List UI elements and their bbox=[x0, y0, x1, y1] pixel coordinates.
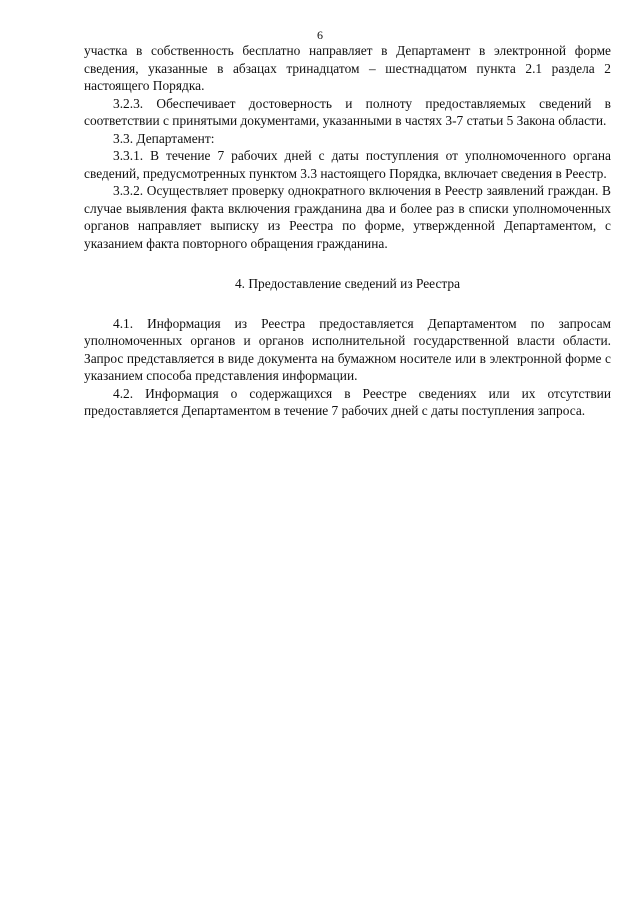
paragraph-3-3: 3.3. Департамент: bbox=[113, 130, 215, 146]
paragraph-continuation: участка в собственность бесплатно направляет в Департамент в электронной форме сведения, указанные в абзацах тринадцатом – шестнадцатом пункта 2.1 раздела 2 настоящего Порядка. bbox=[84, 43, 611, 93]
document-body bbox=[84, 42, 611, 420]
paragraph-4-1: 4.1. Информация из Реестра предоставляется Департаментом по запросам уполномоченных органов и органов исполнительной государственной власти области. Запрос представляется в виде документа на бумажном носителе или в электронной форме с указанием способа представления информации. bbox=[84, 315, 611, 383]
paragraph-4-2: 4.2. Информация о содержащихся в Реестре сведениях или их отсутствии предоставляется Департаментом в течение 7 рабочих дней с даты поступления запроса. bbox=[84, 385, 611, 418]
section-4-heading: 4. Предоставление сведений из Реестра bbox=[234, 276, 461, 291]
paragraph-3-3-2: 3.3.2. Осуществляет проверку однократного включения в Реестр заявлений граждан. В случае выявления факта включения гражданина два и более раз в списки уполномоченных органов направляет выписку из Реестра по форме, утвержденной Департаментом, с указанием факта повторного обращения гражданина. bbox=[84, 183, 611, 251]
page-number: 6 bbox=[317, 28, 323, 42]
paragraph-3-3-1: 3.3.1. В течение 7 рабочих дней с даты поступления от уполномоченного органа сведений, предусмотренных пунктом 3.3 настоящего Порядка, включает сведения в Реестр. bbox=[84, 148, 611, 181]
paragraph-3-2-3: 3.2.3. Обеспечивает достоверность и полноту предоставляемых сведений в соответствии с принятыми документами, указанными в частях 3-7 статьи 5 Закона области. bbox=[84, 95, 611, 128]
